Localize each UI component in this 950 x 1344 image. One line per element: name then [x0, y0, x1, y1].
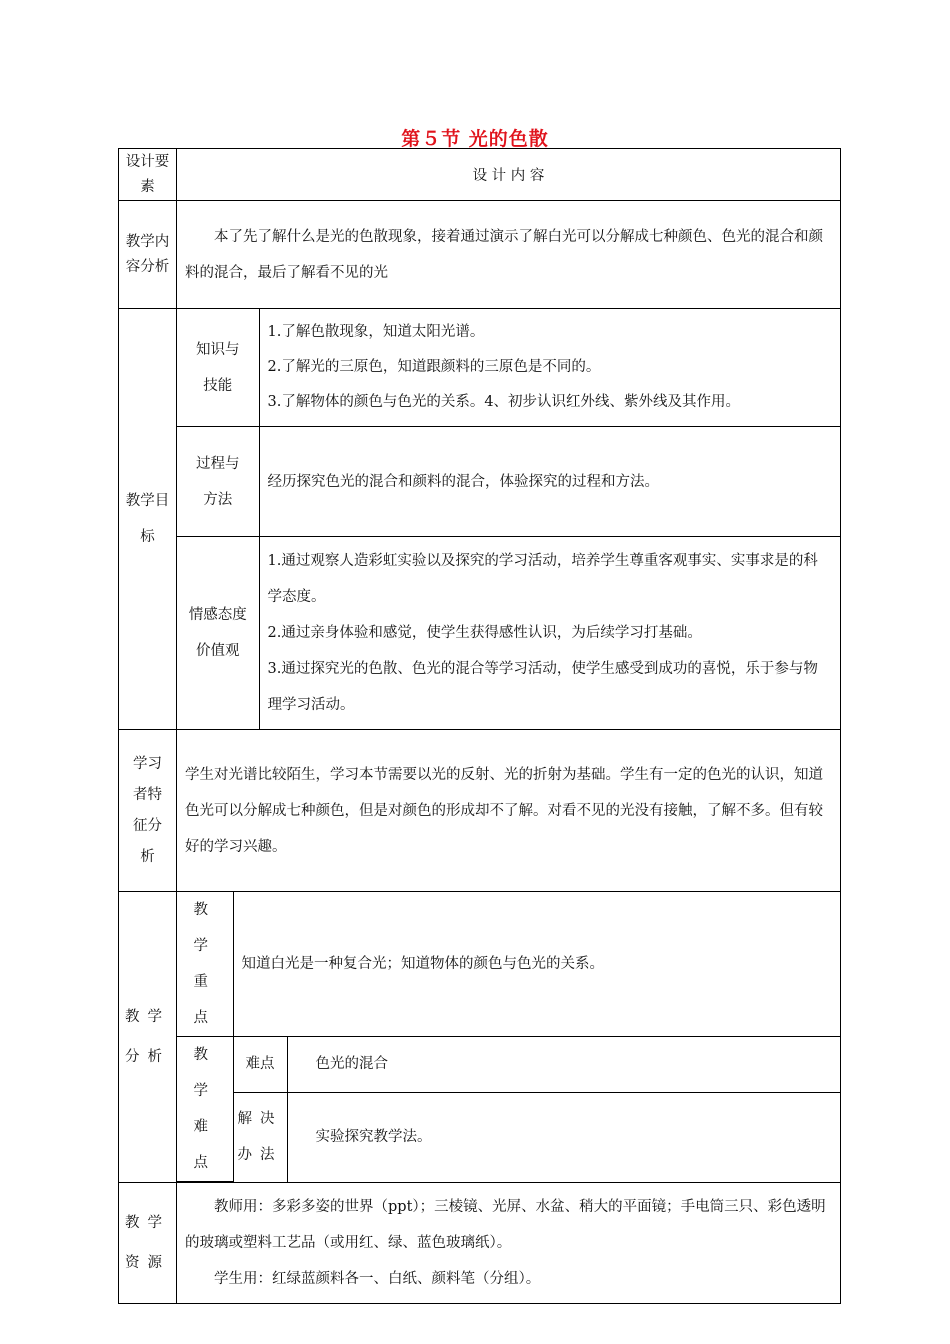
resources-student: 学生用：红绿蓝颜料各一、白纸、颜料笔（分组）。 — [214, 1271, 541, 1287]
page-title: 第５节 光的色散 — [401, 128, 549, 150]
analysis-row — [119, 892, 841, 1183]
resources-teacher: 教师用：多彩多姿的世界（ppt）；三棱镜、光屏、水盆、稍大的平面镜；手电筒三只、彩色透明的玻璃或塑料工艺品（或用红、绿、蓝色玻璃纸）。 — [185, 1199, 826, 1251]
solution-label: 解决办法 — [233, 1092, 287, 1181]
emotion-item-1: 1.通过观察人造彩虹实验以及探究的学习活动，培养学生尊重客观事实、实事求是的科学态度。 — [267, 553, 818, 605]
key-point-label: 教学重点 — [177, 892, 233, 1037]
process-text: 经历探究色光的混合和颜料的混合，体验探究的过程和方法。 — [259, 427, 840, 537]
key-point-text: 知道白光是一种复合光；知道物体的颜色与色光的关系。 — [233, 892, 840, 1037]
header-design-content: 设 计 内 容 — [177, 149, 841, 201]
emotion-label: 情感态度价值观 — [177, 537, 259, 730]
analysis-label: 教学分析 — [119, 892, 177, 1183]
knowledge-item-2: 2.了解光的三原色，知道跟颜料的三原色是不同的。 — [267, 359, 601, 375]
learner-text: 学生对光谱比较陌生，学习本节需要以光的反射、光的折射为基础。学生有一定的色光的认识，知道色光可以分解成七种颜色，但是对颜色的形成却不了解。对看不见的光没有接触，了解不多。但有较好的学习兴趣。 — [177, 730, 841, 892]
process-label: 过程与方法 — [177, 427, 259, 537]
design-table — [118, 148, 841, 1304]
content-analysis-label: 教学内容分析 — [119, 201, 177, 309]
objectives-label: 教学目标 — [119, 309, 177, 730]
header-design-element: 设计要素 — [119, 149, 177, 201]
learner-row — [119, 730, 841, 892]
objectives-table — [177, 309, 840, 729]
content-analysis-row — [119, 201, 841, 309]
knowledge-item-1: 1.了解色散现象，知道太阳光谱。 — [267, 324, 485, 340]
emotion-item-2: 2.通过亲身体验和感觉，使学生获得感性认识，为后续学习打基础。 — [267, 625, 702, 641]
analysis-table — [177, 892, 840, 1182]
header-row — [119, 149, 841, 201]
solution-text: 实验探究教学法。 — [287, 1092, 840, 1181]
learner-label: 学习者特征分析 — [119, 730, 177, 892]
knowledge-item-3: 3.了解物体的颜色与色光的关系。4、初步认识红外线、紫外线及其作用。 — [267, 394, 741, 410]
content-analysis-text: 本了先了解什么是光的色散现象，接着通过演示了解白光可以分解成七种颜色、色光的混合和颜料的混合，最后了解看不见的光 — [185, 228, 823, 281]
objectives-row — [119, 309, 841, 730]
difficulty-label: 教学难点 — [177, 1037, 233, 1182]
emotion-item-3: 3.通过探究光的色散、色光的混合等学习活动，使学生感受到成功的喜悦，乐于参与物理学习活动。 — [267, 661, 818, 713]
difficulty-text: 色光的混合 — [287, 1037, 840, 1093]
resources-label: 教学资源 — [119, 1183, 177, 1304]
resources-row — [119, 1183, 841, 1304]
knowledge-label: 知识与技能 — [177, 309, 259, 427]
difficulty-sub-label: 难点 — [233, 1037, 287, 1093]
